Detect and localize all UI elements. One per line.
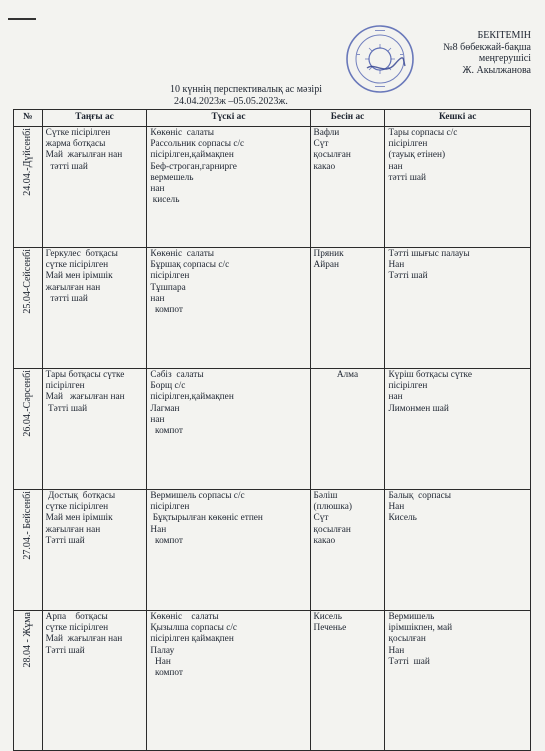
table-row [14, 611, 531, 751]
lunch-item: Бұқтырылған көкөніс етпен [150, 513, 263, 524]
lunch-item: пісірілген,қаймақпен [150, 150, 234, 161]
breakfast-item: сүтке пісірілген [45, 260, 109, 271]
approval-signatory: Ж. Акылжанова [462, 64, 531, 76]
snack-item: какао [313, 535, 336, 546]
dinner-item: Лимонмен шай [388, 403, 449, 414]
header-number: № [14, 110, 43, 127]
snack-cell [310, 611, 385, 751]
lunch-item: пісірілген [150, 271, 190, 282]
lunch-item: компот [150, 305, 183, 316]
snack-item: Печенье [313, 623, 347, 634]
snack-cell [310, 490, 385, 611]
title-line-1: 10 күннің перспективалық ас мәзірі [170, 84, 322, 95]
breakfast-item: пісірілген [45, 381, 85, 392]
breakfast-cell [42, 611, 147, 751]
dinner-item: Нан [388, 260, 405, 271]
snack-item: (плюшка) [313, 502, 352, 513]
day-label: 24.04.-Дүйсенбі [22, 128, 34, 196]
lunch-item: компот [150, 668, 183, 679]
dinner-item: Күріш ботқасы сүтке [388, 370, 472, 380]
lunch-cell [147, 127, 310, 248]
page-corner-mark [8, 18, 36, 20]
dinner-item: тәтті шай [388, 172, 426, 183]
approval-block [443, 30, 531, 76]
lunch-item: компот [150, 535, 183, 546]
dinner-cell [385, 490, 531, 611]
lunch-item: Көкөніс салаты [150, 612, 219, 622]
snack-item: Айран [313, 260, 339, 271]
official-seal-stamp [345, 24, 415, 94]
breakfast-item: жағылған нан [45, 524, 101, 535]
lunch-item: Тұшпара [150, 282, 186, 293]
lunch-item: Беф-строган,гарнирге [150, 161, 237, 172]
day-label: 26.04.-Сәрсенбі [22, 370, 34, 437]
breakfast-item: Тары ботқасы сүтке [45, 370, 125, 380]
snack-item: Сүт [313, 513, 329, 524]
lunch-item: нан [150, 184, 165, 195]
lunch-item: компот [150, 426, 183, 437]
approval-position: меңгерушісі [478, 53, 531, 64]
dinner-item: нан [388, 161, 403, 172]
breakfast-cell [42, 248, 147, 369]
dinner-item: Кисель [388, 513, 417, 524]
header-dinner: Кешкі ас [385, 110, 531, 127]
lunch-item: вермешель [150, 172, 194, 183]
breakfast-item: Достық ботқасы [45, 491, 116, 501]
dinner-item: Тәтті шығыс палауы [388, 249, 470, 259]
snack-item: Кисель [313, 612, 342, 622]
breakfast-item: Тәтті шай [45, 645, 85, 656]
breakfast-item: Арпа ботқасы [45, 612, 108, 622]
breakfast-item: сүтке пісірілген [45, 623, 109, 634]
day-cell [14, 248, 43, 369]
day-cell [14, 127, 43, 248]
snack-item: Сүт [313, 139, 329, 150]
lunch-item: Палау [150, 645, 175, 656]
lunch-item: Нан [150, 524, 167, 535]
table-row [14, 127, 531, 248]
approval-institution: №8 бөбекжай-бақша [443, 41, 531, 53]
lunch-item: Вермишель сорпасы с/с [150, 491, 245, 501]
day-cell [14, 490, 43, 611]
snack-cell [310, 127, 385, 248]
dinner-cell [385, 248, 531, 369]
dinner-item: Балық сорпасы [388, 491, 451, 501]
snack-item: какао [313, 161, 336, 172]
dinner-item: Тәтті шай [388, 656, 430, 667]
breakfast-item: Сүтке пісірілген [45, 128, 111, 138]
dinner-item: пісірілген [388, 381, 428, 392]
table-row [14, 490, 531, 611]
document-title [170, 84, 322, 107]
day-label: 28.04 - Жұма [22, 612, 34, 668]
breakfast-item: тәтті шай [45, 161, 88, 172]
lunch-cell [147, 490, 310, 611]
breakfast-item: Геркулес ботқасы [45, 249, 118, 259]
day-cell [14, 611, 43, 751]
snack-item: Алма [336, 370, 359, 380]
lunch-item: Көкөніс салаты [150, 128, 215, 138]
table-row [14, 369, 531, 490]
breakfast-item: тәтті шай [45, 293, 88, 304]
breakfast-cell [42, 127, 147, 248]
dinner-item: нан [388, 392, 403, 403]
day-label: 25.04-Сейсенбі [22, 249, 34, 314]
dinner-cell [385, 611, 531, 751]
menu-table [13, 109, 531, 751]
breakfast-item: жарма ботқасы [45, 139, 106, 150]
dinner-cell [385, 127, 531, 248]
lunch-item: нан [150, 293, 165, 304]
breakfast-item: Тәтті шай [45, 403, 88, 414]
snack-item: Вафли [313, 128, 340, 138]
breakfast-item: Тәтті шай [45, 535, 85, 546]
snack-item: Пряник [313, 249, 344, 259]
breakfast-item: сүтке пісірілген [45, 502, 109, 513]
lunch-item: Бұршақ сорпасы с/с [150, 260, 230, 271]
snack-item: қосылған [313, 524, 351, 535]
lunch-cell [147, 611, 310, 751]
breakfast-cell [42, 490, 147, 611]
breakfast-item: Май мен ірімшік [45, 513, 113, 524]
header-lunch: Түскі ас [147, 110, 310, 127]
lunch-cell [147, 248, 310, 369]
snack-cell [310, 248, 385, 369]
lunch-item: Сәбіз салаты [150, 370, 204, 380]
day-label: 27.04.- Бейсенбі [22, 491, 34, 560]
table-header-row [14, 110, 531, 127]
lunch-item: Қызылша сорпасы с/с [150, 623, 238, 634]
dinner-item: Вермишель [388, 612, 435, 622]
lunch-item: Рассольник сорпасы с/с [150, 139, 245, 150]
breakfast-item: Май жағылған нан [45, 634, 123, 645]
lunch-item: пісірілген [150, 502, 190, 513]
dinner-cell [385, 369, 531, 490]
lunch-item: Көкөніс салаты [150, 249, 215, 259]
dinner-item: ірімшікпен, май [388, 623, 453, 634]
lunch-cell [147, 369, 310, 490]
dinner-item: (тауық етінен) [388, 150, 446, 161]
lunch-item: Борщ с/с [150, 381, 186, 392]
breakfast-item: Май жағылған нан [45, 150, 123, 161]
lunch-item: кисель [150, 195, 180, 206]
approval-heading: БЕКІТЕМІН [477, 30, 531, 41]
day-cell [14, 369, 43, 490]
dinner-item: Тары сорпасы с/с [388, 128, 458, 138]
lunch-item: Нан [150, 656, 171, 667]
header-breakfast: Таңғы ас [42, 110, 147, 127]
snack-item: қосылған [313, 150, 351, 161]
snack-cell [310, 369, 385, 490]
dinner-item: пісірілген [388, 139, 428, 150]
lunch-item: пісірілген қаймақпен [150, 634, 234, 645]
header-snack: Бесін ас [310, 110, 385, 127]
dinner-item: Нан [388, 645, 405, 656]
snack-item: Бәліш [313, 491, 338, 501]
dinner-item: Тәтті шай [388, 271, 428, 282]
lunch-item: пісірілген,қаймақпен [150, 392, 234, 403]
breakfast-item: жағылған нан [45, 282, 101, 293]
breakfast-cell [42, 369, 147, 490]
lunch-item: нан [150, 414, 165, 425]
breakfast-item: Май жағылған нан [45, 392, 125, 403]
dinner-item: қосылған [388, 634, 426, 645]
title-line-2: 24.04.2023ж –05.05.2023ж. [174, 95, 288, 107]
lunch-item: Лагман [150, 403, 180, 414]
breakfast-item: Май мен ірімшік [45, 271, 113, 282]
table-row [14, 248, 531, 369]
dinner-item: Нан [388, 502, 405, 513]
